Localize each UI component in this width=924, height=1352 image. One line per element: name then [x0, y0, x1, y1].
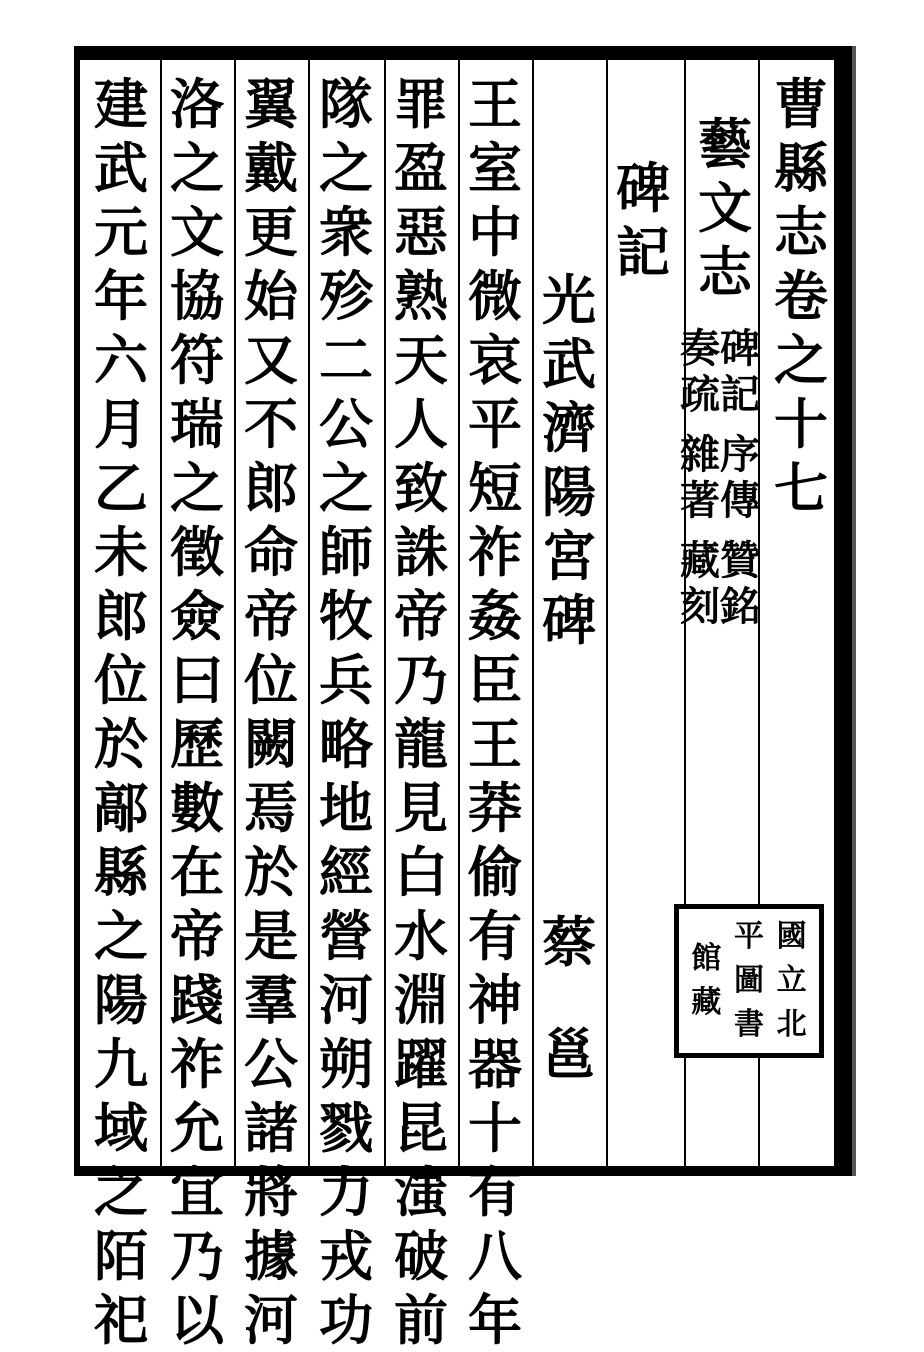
glyph: 年	[94, 264, 148, 328]
glyph: 建	[94, 72, 148, 136]
glyph: 十	[774, 392, 828, 456]
glyph: 人	[394, 392, 448, 456]
seal-glyph: 國	[776, 919, 807, 954]
glyph: 文	[698, 176, 752, 240]
glyph: 記	[616, 220, 670, 284]
glyph: 牧	[319, 584, 373, 648]
glyph: 臣	[468, 648, 522, 712]
glyph: 郎	[244, 456, 298, 520]
glyph: 地	[319, 776, 373, 840]
glyph: 河	[319, 968, 373, 1032]
glyph: 祚	[170, 1032, 224, 1096]
glyph: 藝	[698, 112, 752, 176]
glyph: 以	[170, 1288, 224, 1352]
glyph: 藏	[680, 537, 720, 584]
glyph: 序	[720, 431, 760, 478]
glyph: 陽	[94, 968, 148, 1032]
glyph: 郎	[94, 584, 148, 648]
glyph: 短	[468, 456, 522, 520]
glyph: 乙	[94, 456, 148, 520]
top-border	[74, 46, 836, 60]
glyph: 盈	[394, 136, 448, 200]
glyph: 神	[468, 968, 522, 1032]
glyph: 諸	[244, 1096, 298, 1160]
glyph: 平	[468, 392, 522, 456]
glyph: 朔	[319, 1032, 373, 1096]
glyph: 焉	[244, 776, 298, 840]
glyph: 陽	[542, 460, 596, 524]
glyph: 之	[170, 456, 224, 520]
glyph: 六	[94, 328, 148, 392]
glyph: 兵	[319, 648, 373, 712]
glyph: 翼	[244, 72, 298, 136]
glyph: 略	[319, 712, 373, 776]
glyph: 姦	[468, 584, 522, 648]
glyph: 歷	[170, 712, 224, 776]
glyph: 熟	[394, 264, 448, 328]
column-divider	[308, 60, 310, 1166]
section-title	[690, 112, 760, 304]
glyph: 始	[244, 264, 298, 328]
glyph: 傳	[720, 477, 760, 524]
inscription-author	[534, 910, 604, 1086]
glyph: 僉	[170, 584, 224, 648]
glyph: 十	[468, 1096, 522, 1160]
glyph: 王	[468, 712, 522, 776]
glyph: 七	[774, 456, 828, 520]
glyph: 中	[468, 200, 522, 264]
glyph: 宜	[170, 1160, 224, 1224]
glyph: 戮	[319, 1096, 373, 1160]
glyph: 碑	[616, 156, 670, 220]
glyph: 縣	[94, 840, 148, 904]
glyph: 月	[94, 392, 148, 456]
glyph: 龍	[394, 712, 448, 776]
glyph: 哀	[468, 328, 522, 392]
glyph: 允	[170, 1096, 224, 1160]
right-border	[834, 46, 852, 1176]
glyph: 奏	[680, 325, 720, 372]
glyph: 之	[94, 1160, 148, 1224]
glyph: 志	[774, 200, 828, 264]
glyph: 記	[720, 371, 760, 418]
glyph: 天	[394, 328, 448, 392]
glyph: 惡	[394, 200, 448, 264]
glyph: 碑	[542, 588, 596, 652]
glyph: 鄗	[94, 776, 148, 840]
glyph: 戎	[319, 1224, 373, 1288]
seal-column	[734, 915, 764, 1047]
section-contents-right	[720, 326, 760, 630]
glyph: 二	[319, 328, 373, 392]
body-column-4	[236, 72, 306, 1352]
glyph: 闕	[244, 712, 298, 776]
glyph: 曰	[170, 648, 224, 712]
glyph: 殄	[319, 264, 373, 328]
glyph: 之	[319, 456, 373, 520]
body-column-3	[311, 72, 381, 1352]
glyph: 有	[468, 1160, 522, 1224]
glyph: 躍	[394, 1032, 448, 1096]
glyph: 又	[244, 328, 298, 392]
glyph: 雜	[680, 431, 720, 478]
subsection-title	[608, 156, 678, 284]
glyph: 在	[170, 840, 224, 904]
glyph: 文	[170, 200, 224, 264]
glyph: 協	[170, 264, 224, 328]
seal-glyph: 圖	[733, 963, 764, 998]
glyph: 未	[94, 520, 148, 584]
glyph: 位	[244, 648, 298, 712]
glyph: 之	[94, 904, 148, 968]
glyph: 偷	[468, 840, 522, 904]
glyph: 著	[680, 477, 720, 524]
section-contents-left	[680, 326, 720, 630]
glyph: 八	[468, 1224, 522, 1288]
glyph: 水	[394, 904, 448, 968]
glyph: 滍	[394, 1160, 448, 1224]
body-column-5	[162, 72, 232, 1352]
glyph: 帝	[170, 904, 224, 968]
glyph: 光	[542, 268, 596, 332]
glyph: 踐	[170, 968, 224, 1032]
glyph: 志	[698, 240, 752, 304]
seal-glyph: 藏	[691, 985, 722, 1020]
glyph: 徵	[170, 520, 224, 584]
glyph: 不	[244, 392, 298, 456]
glyph: 於	[244, 840, 298, 904]
glyph: 破	[394, 1224, 448, 1288]
glyph: 刻	[680, 583, 720, 630]
glyph: 之	[170, 136, 224, 200]
body-column-6	[86, 72, 156, 1352]
right-gutter	[852, 46, 856, 1176]
glyph: 功	[319, 1288, 373, 1352]
glyph: 室	[468, 136, 522, 200]
glyph: 白	[394, 840, 448, 904]
glyph: 更	[244, 200, 298, 264]
glyph: 元	[94, 200, 148, 264]
seal-glyph: 館	[691, 941, 722, 976]
seal-glyph: 平	[733, 919, 764, 954]
glyph: 數	[170, 776, 224, 840]
left-border	[74, 46, 80, 1176]
glyph: 誅	[394, 520, 448, 584]
glyph: 罪	[394, 72, 448, 136]
glyph: 公	[319, 392, 373, 456]
glyph: 邕	[542, 1022, 596, 1086]
glyph: 之	[319, 136, 373, 200]
glyph: 衆	[319, 200, 373, 264]
glyph: 位	[94, 648, 148, 712]
glyph: 九	[94, 1032, 148, 1096]
glyph: 據	[244, 1224, 298, 1288]
glyph: 符	[170, 328, 224, 392]
glyph: 隊	[319, 72, 373, 136]
seal-column	[691, 937, 721, 1025]
glyph: 於	[94, 712, 148, 776]
glyph: 縣	[774, 136, 828, 200]
inscription-title	[534, 268, 604, 652]
glyph: 武	[94, 136, 148, 200]
glyph: 師	[319, 520, 373, 584]
seal-glyph: 立	[776, 963, 807, 998]
glyph: 陌	[94, 1224, 148, 1288]
glyph: 器	[468, 1032, 522, 1096]
glyph: 微	[468, 264, 522, 328]
glyph: 命	[244, 520, 298, 584]
glyph: 見	[394, 776, 448, 840]
glyph: 贊	[720, 537, 760, 584]
glyph: 蔡	[542, 910, 596, 974]
glyph: 宮	[542, 524, 596, 588]
glyph: 之	[774, 328, 828, 392]
glyph: 年	[468, 1288, 522, 1352]
body-column-2	[386, 72, 456, 1352]
glyph: 祚	[468, 520, 522, 584]
glyph: 帝	[394, 584, 448, 648]
glyph: 將	[244, 1160, 298, 1224]
glyph: 營	[319, 904, 373, 968]
seal-glyph: 書	[733, 1007, 764, 1042]
glyph: 乃	[394, 648, 448, 712]
glyph: 卷	[774, 264, 828, 328]
glyph: 淵	[394, 968, 448, 1032]
glyph: 瑞	[170, 392, 224, 456]
glyph: 前	[394, 1288, 448, 1352]
glyph: 祀	[94, 1288, 148, 1352]
glyph: 洛	[170, 72, 224, 136]
glyph: 致	[394, 456, 448, 520]
body-column-1	[460, 72, 530, 1352]
glyph: 昆	[394, 1096, 448, 1160]
glyph: 疏	[680, 371, 720, 418]
glyph: 濟	[542, 396, 596, 460]
glyph: 經	[319, 840, 373, 904]
glyph: 莽	[468, 776, 522, 840]
glyph: 羣	[244, 968, 298, 1032]
glyph: 武	[542, 332, 596, 396]
seal-column	[777, 915, 807, 1047]
glyph: 河	[244, 1288, 298, 1352]
glyph: 戴	[244, 136, 298, 200]
seal-glyph: 北	[776, 1007, 807, 1042]
glyph: 帝	[244, 584, 298, 648]
glyph: 是	[244, 904, 298, 968]
glyph: 域	[94, 1096, 148, 1160]
glyph: 王	[468, 72, 522, 136]
glyph: 公	[244, 1032, 298, 1096]
glyph: 碑	[720, 325, 760, 372]
glyph: 乃	[170, 1224, 224, 1288]
library-seal-stamp	[674, 904, 824, 1058]
glyph: 銘	[720, 583, 760, 630]
volume-title	[766, 72, 836, 520]
glyph: 曹	[774, 72, 828, 136]
glyph: 有	[468, 904, 522, 968]
glyph: 力	[319, 1160, 373, 1224]
